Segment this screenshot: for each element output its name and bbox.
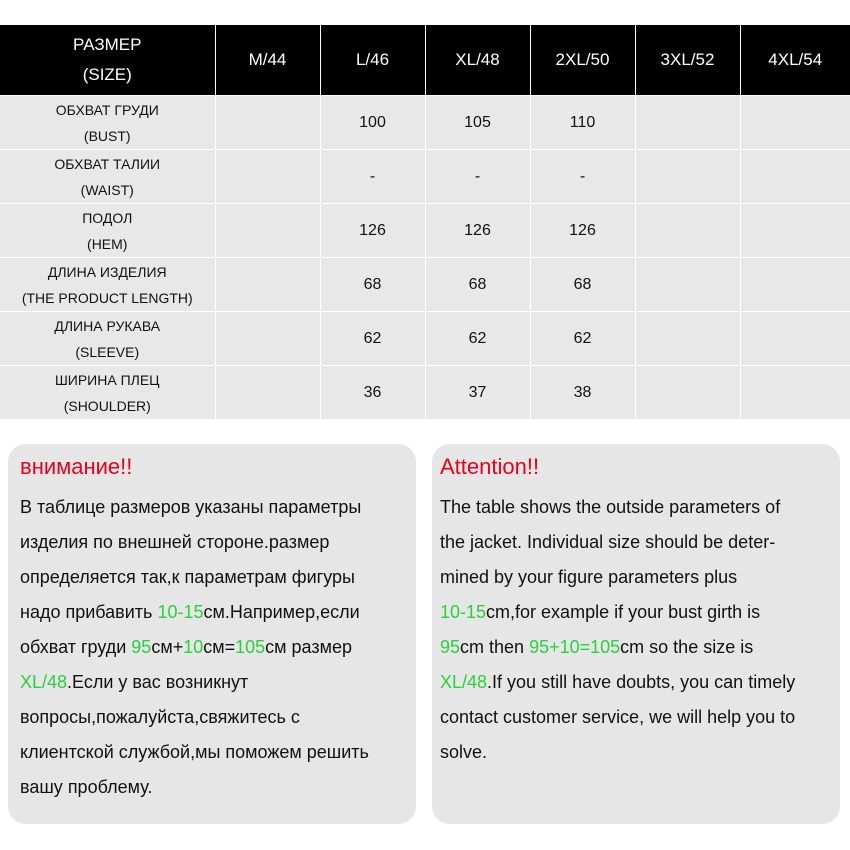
table-cell: 38: [530, 366, 635, 420]
notice-line: [440, 595, 840, 630]
table-cell: [635, 366, 740, 420]
table-cell: 68: [425, 258, 530, 312]
highlight-value: 105: [235, 637, 266, 657]
highlight-value: 95: [440, 637, 461, 657]
table-cell: 62: [425, 312, 530, 366]
notice-line: the jacket. Individual size should be deter-: [440, 532, 776, 552]
notice-russian: [8, 444, 416, 824]
notice-line: [20, 595, 416, 630]
table-cell: -: [320, 150, 425, 204]
size-col-header: 4XL/54: [740, 25, 850, 96]
size-col-header: 3XL/52: [635, 25, 740, 96]
table-cell: 62: [530, 312, 635, 366]
text-segment: cm so the size is: [620, 637, 754, 657]
notice-line: клиентской службой,мы поможем решить: [20, 742, 369, 762]
size-col-header: M/44: [215, 25, 320, 96]
row-label: [0, 366, 215, 420]
row-label-en: (SHOULDER): [63, 397, 151, 414]
table-cell: [740, 312, 850, 366]
row-label: [0, 258, 215, 312]
size-chart-table: [0, 25, 850, 419]
size-col-header: XL/48: [425, 25, 530, 96]
notice-english: [432, 444, 840, 824]
table-cell: 62: [320, 312, 425, 366]
table-cell: 100: [320, 96, 425, 150]
table-cell: 126: [320, 204, 425, 258]
highlight-value: XL/48: [440, 672, 488, 692]
notice-line: [440, 665, 840, 700]
notice-line: вашу проблему.: [20, 777, 153, 797]
text-segment: .Если у вас возникнут: [67, 672, 249, 692]
row-label: [0, 204, 215, 258]
table-row: [0, 204, 850, 258]
table-cell: [635, 204, 740, 258]
text-segment: cm then: [460, 637, 530, 657]
table-cell: [740, 96, 850, 150]
row-label-en: (WAIST): [80, 181, 134, 198]
row-label-en: (SLEEVE): [75, 343, 140, 360]
notice-line: изделия по внешней стороне.размер: [20, 532, 330, 552]
notice-line: contact customer service, we will help you to: [440, 707, 796, 727]
text-segment: надо прибавить: [20, 602, 158, 622]
highlight-value: 10: [183, 637, 204, 657]
notice-line: определяется так,к параметрам фигуры: [20, 567, 355, 587]
size-label-ru: РАЗМЕР: [73, 35, 142, 54]
text-segment: см=: [203, 637, 236, 657]
table-cell: [215, 204, 320, 258]
row-label-ru: ДЛИНА ИЗДЕЛИЯ: [47, 263, 167, 280]
row-label-ru: ДЛИНА РУКАВА: [54, 317, 161, 334]
notice-line: [440, 630, 840, 665]
row-label-ru: ОБХВАТ ТАЛИИ: [54, 155, 161, 172]
table-cell: 126: [530, 204, 635, 258]
text-segment: cm,for example if your bust girth is: [486, 602, 761, 622]
notice-line: solve.: [440, 742, 488, 762]
table-row: [0, 150, 850, 204]
table-cell: [215, 150, 320, 204]
row-label: [0, 96, 215, 150]
table-row: [0, 96, 850, 150]
row-label: [0, 150, 215, 204]
size-header-label: [0, 25, 215, 96]
highlight-value: 95+10=105: [529, 637, 621, 657]
table-row: [0, 312, 850, 366]
table-cell: 37: [425, 366, 530, 420]
size-col-header: 2XL/50: [530, 25, 635, 96]
table-cell: [635, 258, 740, 312]
size-col-header: L/46: [320, 25, 425, 96]
table-cell: [215, 96, 320, 150]
table-cell: 110: [530, 96, 635, 150]
table-cell: 68: [530, 258, 635, 312]
table-cell: [215, 366, 320, 420]
table-cell: 105: [425, 96, 530, 150]
row-label: [0, 312, 215, 366]
notice-title-en: Attention!!: [440, 454, 540, 479]
notice-line: mined by your figure parameters plus: [440, 567, 738, 587]
table-cell: [740, 258, 850, 312]
table-cell: 68: [320, 258, 425, 312]
row-label-en: (BUST): [83, 127, 131, 144]
text-segment: см+: [151, 637, 184, 657]
table-row: [0, 258, 850, 312]
size-header-row: [0, 25, 850, 96]
notice-body-ru: [20, 490, 416, 805]
notice-line: вопросы,пожалуйста,свяжитесь с: [20, 707, 300, 727]
notice-body-en: [440, 490, 840, 770]
table-cell: 36: [320, 366, 425, 420]
notice-title-ru: внимание!!: [20, 454, 133, 479]
row-label-en: (HEM): [87, 235, 128, 252]
table-cell: -: [530, 150, 635, 204]
highlight-value: 10-15: [440, 602, 487, 622]
notice-line: В таблице размеров указаны параметры: [20, 497, 362, 517]
notice-line: [20, 665, 416, 700]
text-segment: .If you still have doubts, you can timely: [487, 672, 796, 692]
text-segment: см размер: [265, 637, 353, 657]
table-cell: [635, 312, 740, 366]
row-label-ru: ШИРИНА ПЛЕЦ: [54, 371, 160, 388]
table-cell: [740, 366, 850, 420]
table-cell: [215, 258, 320, 312]
highlight-value: 95: [131, 637, 152, 657]
size-label-en: (SIZE): [82, 65, 132, 84]
notice-line: [20, 630, 416, 665]
table-cell: 126: [425, 204, 530, 258]
highlight-value: XL/48: [20, 672, 68, 692]
table-cell: [635, 150, 740, 204]
table-cell: [740, 150, 850, 204]
row-label-en: (THE PRODUCT LENGTH): [21, 289, 193, 306]
notice-line: The table shows the outside parameters of: [440, 497, 781, 517]
text-segment: обхват груди: [20, 637, 132, 657]
table-cell: -: [425, 150, 530, 204]
table-cell: [215, 312, 320, 366]
row-label-ru: ОБХВАТ ГРУДИ: [55, 101, 159, 118]
table-cell: [635, 96, 740, 150]
highlight-value: 10-15: [157, 602, 204, 622]
table-row: [0, 366, 850, 420]
table-cell: [740, 204, 850, 258]
row-label-ru: ПОДОЛ: [82, 209, 133, 226]
text-segment: см.Например,если: [203, 602, 360, 622]
